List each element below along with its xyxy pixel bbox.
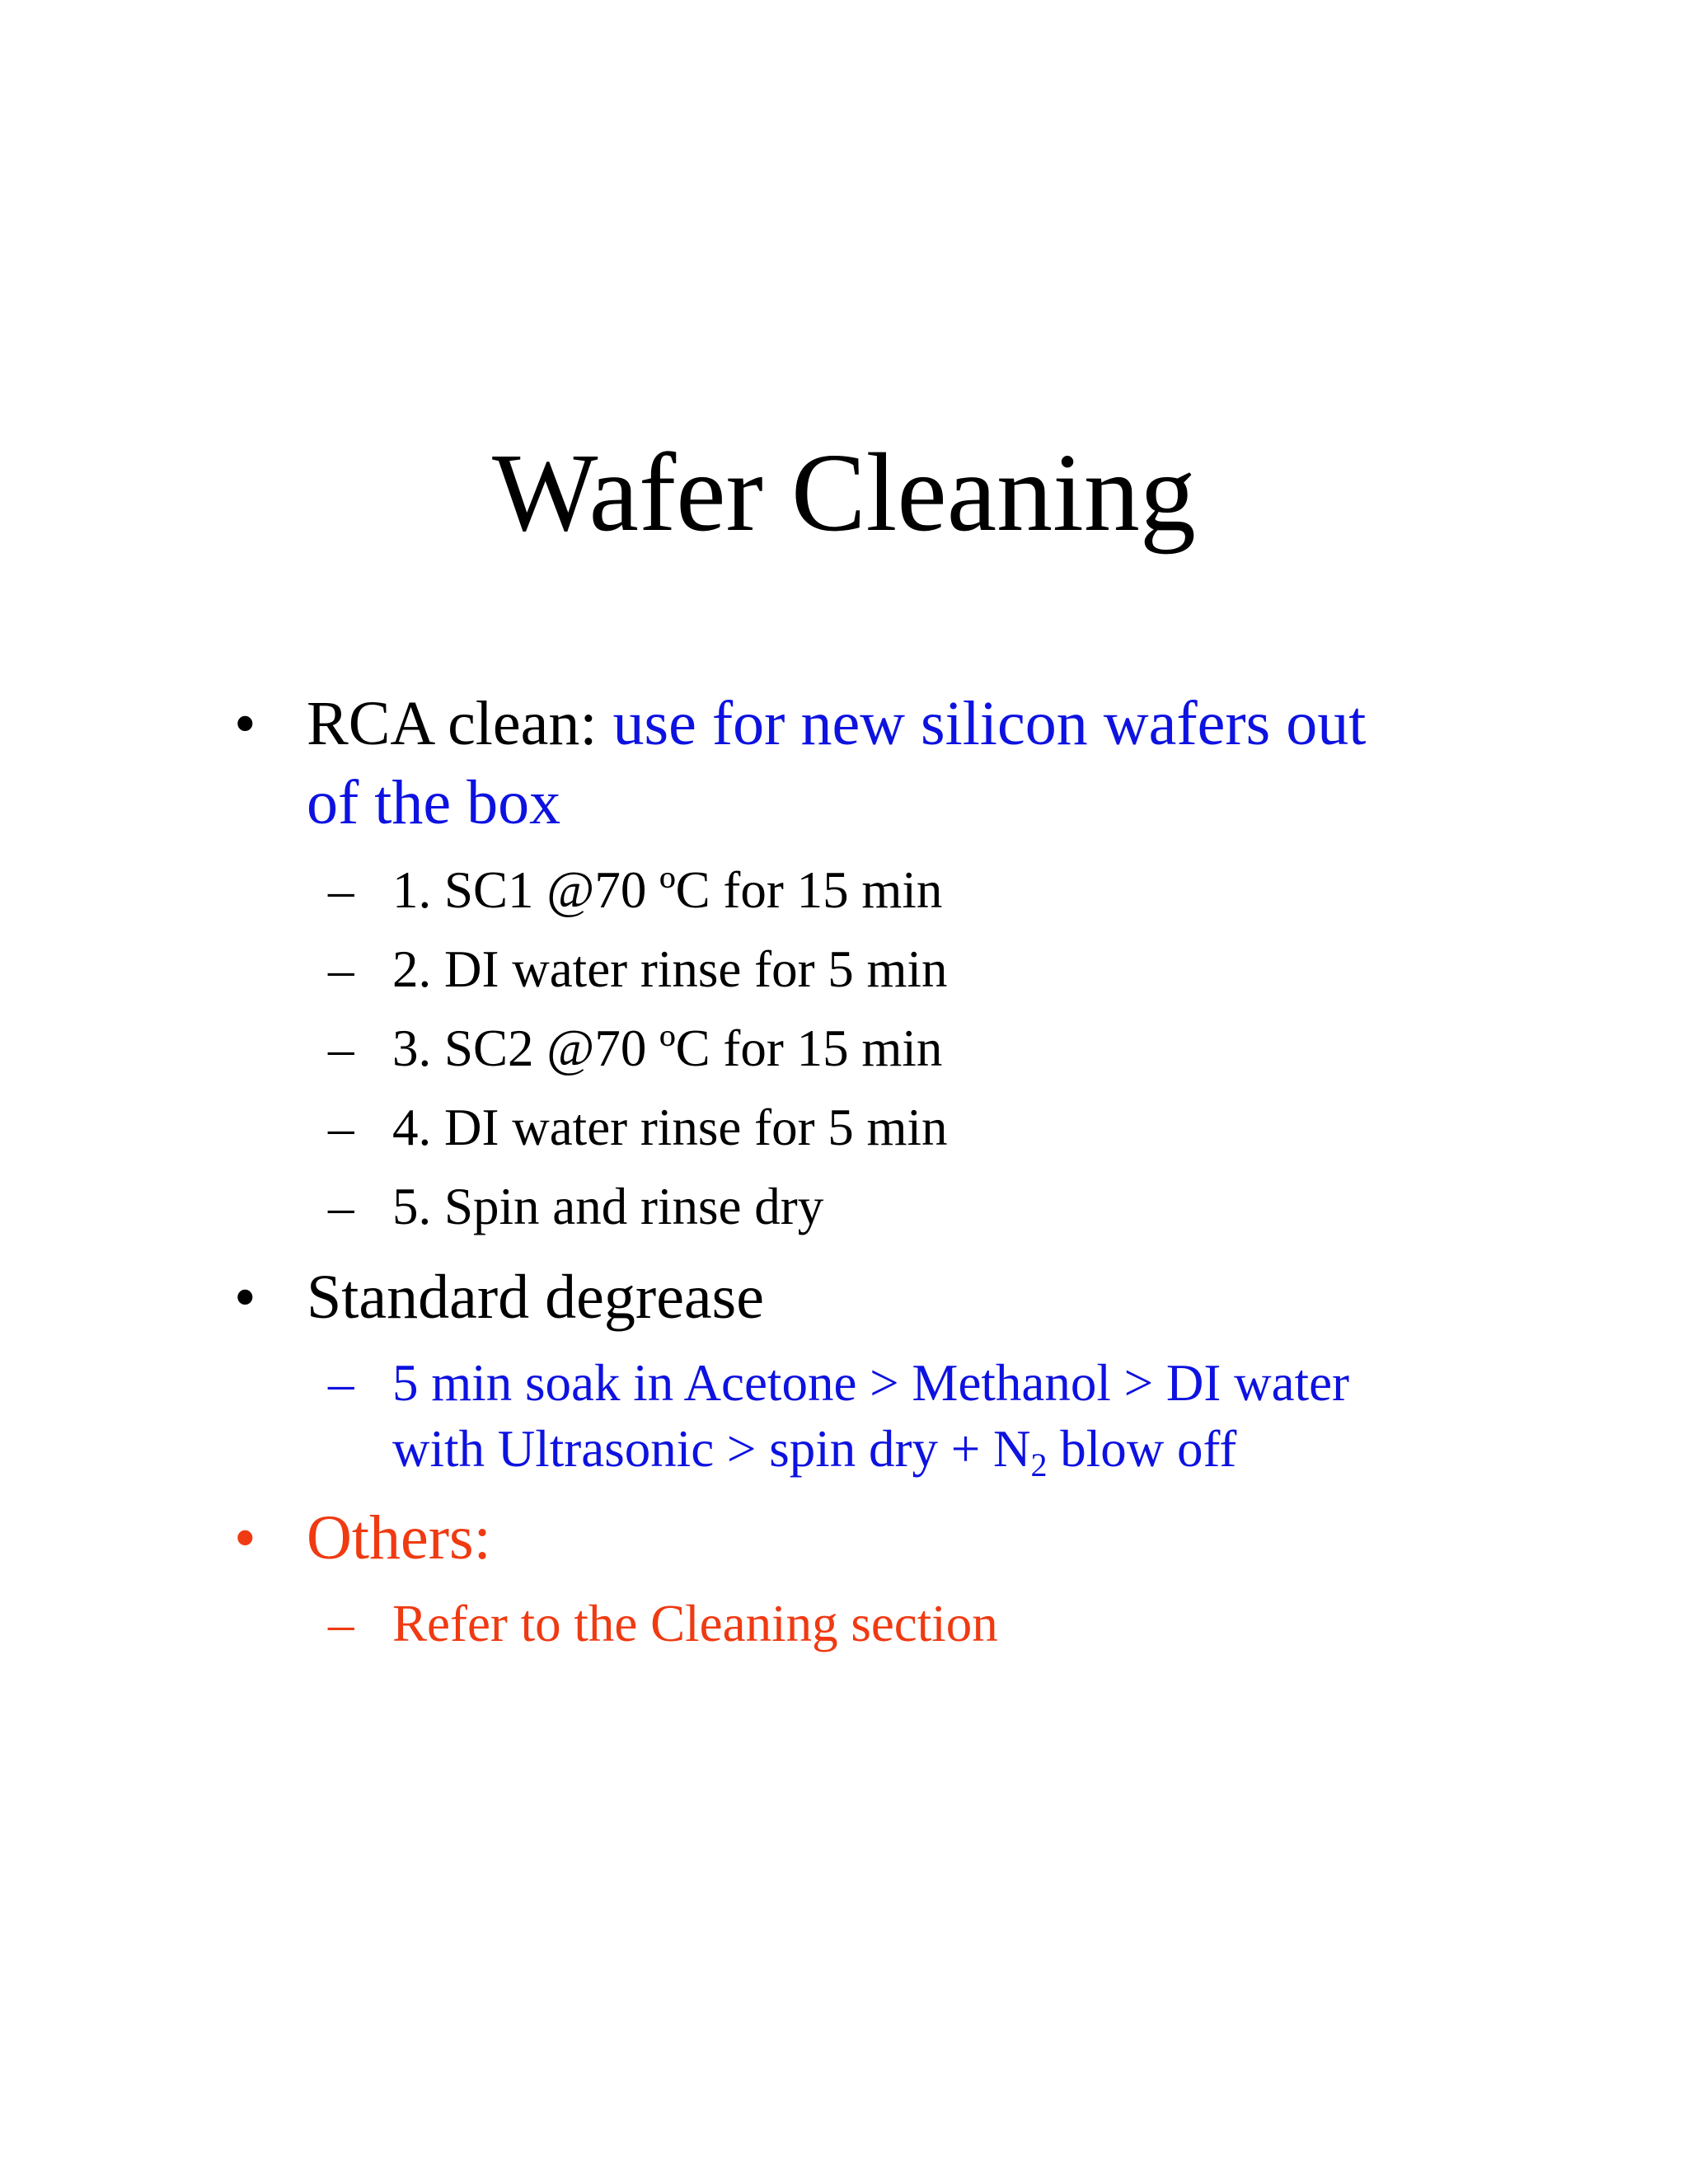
- bullet-marker: •: [234, 1263, 256, 1332]
- rca-description: use for new silicon wafers out: [612, 689, 1367, 758]
- sub-marker: –: [328, 1019, 354, 1077]
- degrease-detail-line2: [392, 1416, 1236, 1483]
- sub-marker: –: [328, 1099, 354, 1156]
- bullet-marker: •: [234, 1503, 256, 1572]
- others-detail-text: Refer to the Cleaning section: [392, 1595, 998, 1652]
- rca-step-text: 2. DI water rinse for 5 min: [392, 940, 948, 998]
- slide-title: Wafer Cleaning: [492, 431, 1196, 555]
- rca-step-text: 5. Spin and rinse dry: [392, 1178, 824, 1235]
- rca-description-continued: of the box: [307, 768, 561, 837]
- sub-marker: –: [328, 1178, 354, 1235]
- nitrogen-subscript: 2: [1030, 1446, 1048, 1483]
- degrease-detail-line1: 5 min soak in Acetone > Methanol > DI water: [392, 1354, 1350, 1412]
- sub-marker: –: [328, 861, 354, 919]
- bullet-rca-text: [307, 684, 1366, 763]
- rca-label: RCA clean:: [307, 689, 613, 758]
- sub-marker: –: [328, 1595, 354, 1652]
- sub-marker: –: [328, 940, 354, 998]
- degrease-line2-part: blow off: [1047, 1420, 1237, 1478]
- rca-step-text: 3. SC2 @70 ºC for 15 min: [392, 1019, 943, 1077]
- bullet-marker: •: [234, 689, 256, 758]
- degrease-line2-part: with Ultrasonic > spin dry + N: [392, 1420, 1031, 1478]
- others-label: Others:: [307, 1503, 491, 1572]
- degrease-label: Standard degrease: [307, 1263, 764, 1332]
- sub-marker: –: [328, 1354, 354, 1412]
- rca-step-text: 1. SC1 @70 ºC for 15 min: [392, 861, 943, 919]
- rca-step-text: 4. DI water rinse for 5 min: [392, 1099, 948, 1156]
